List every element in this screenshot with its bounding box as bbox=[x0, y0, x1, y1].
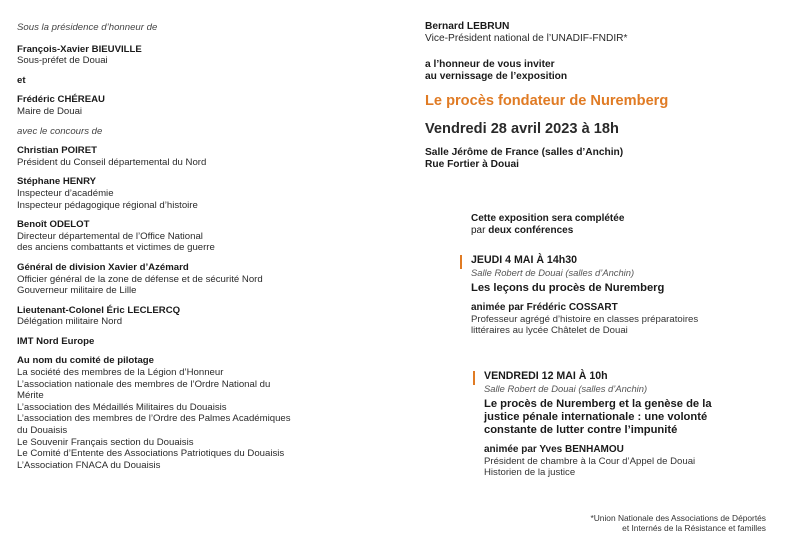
comite-item: L’association des Médaillés Militaires du Douaisis bbox=[17, 401, 227, 413]
contributor-name: Général de division Xavier d’Azémard bbox=[17, 261, 189, 273]
contributor-role: des anciens combattants et victimes de guerre bbox=[17, 242, 215, 254]
contributor-role: Président du Conseil départemental du Nord bbox=[17, 156, 207, 168]
footnote bbox=[590, 513, 766, 534]
speaker-description: Historien de la justice bbox=[484, 467, 576, 479]
conference-title: Le procès de Nuremberg et la genèse de la bbox=[484, 397, 712, 410]
conference-2 bbox=[484, 370, 774, 478]
intro-bold: deux conférences bbox=[488, 224, 574, 236]
patron-role: Maire de Douai bbox=[17, 105, 83, 117]
footnote-line: et Internés de la Résistance et familles bbox=[622, 523, 766, 534]
comite-item: La société des membres de la Légion d’Honneur bbox=[17, 367, 224, 379]
comite-item: Mérite bbox=[17, 390, 44, 402]
conference-title: constante de lutter contre l’impunité bbox=[484, 424, 678, 436]
contributor-role: Inspecteur d’académie bbox=[17, 187, 114, 199]
contributor-role: Inspecteur pédagogique régional d’histoire bbox=[17, 199, 198, 211]
host-role: Vice-Président national de l’UNADIF-FNDIR* bbox=[425, 33, 628, 44]
intro-prefix: par bbox=[471, 224, 489, 236]
contributor-name: Stéphane HENRY bbox=[17, 176, 97, 188]
imt-name: IMT Nord Europe bbox=[17, 335, 95, 347]
comite-item: Le Souvenir Français section du Douaisis bbox=[17, 436, 194, 448]
accent-bar bbox=[473, 371, 475, 385]
conference-day: VENDREDI 12 MAI À 10h bbox=[484, 370, 608, 382]
conference-speaker: animée par Frédéric COSSART bbox=[471, 301, 618, 313]
intro-line bbox=[471, 225, 624, 237]
invite-line: au vernissage de l’exposition bbox=[425, 71, 568, 82]
conference-place: Salle Robert de Douai (salles d’Anchin) bbox=[471, 267, 635, 278]
speaker-description: littéraires au lycée Châtelet de Douai bbox=[471, 324, 628, 336]
contributor-role: Officier général de la zone de défense et de sécurité Nord bbox=[17, 273, 263, 285]
contributor-name: Lieutenant-Colonel Éric LECLERCQ bbox=[17, 304, 181, 316]
venue-line: Salle Jérôme de France (salles d’Anchin) bbox=[425, 147, 624, 158]
et-connector: et bbox=[17, 74, 26, 86]
patron-name: François-Xavier BIEUVILLE bbox=[17, 43, 142, 55]
patron-name: Frédéric CHÉREAU bbox=[17, 94, 105, 106]
invite-line: a l’honneur de vous inviter bbox=[425, 59, 555, 70]
speaker-description: Président de chambre à la Cour d’Appel de Douai bbox=[484, 456, 696, 468]
exhibition-title: Le procès fondateur de Nuremberg bbox=[425, 93, 669, 109]
comite-item: L’association des membres de l’Ordre des Palmes Académiques bbox=[17, 413, 291, 425]
contributor-name: Benoît ODELOT bbox=[17, 219, 90, 231]
invitation-column bbox=[425, 21, 775, 172]
patron-role: Sous-préfet de Douai bbox=[17, 55, 108, 67]
conference-title: Les leçons du procès de Nuremberg bbox=[471, 281, 665, 294]
accent-bar bbox=[460, 255, 462, 269]
footnote-line: *Union Nationale des Associations de Déportés bbox=[590, 513, 766, 523]
conference-speaker: animée par Yves BENHAMOU bbox=[484, 444, 624, 456]
contributor-role: Gouverneur militaire de Lille bbox=[17, 285, 137, 297]
conference-1 bbox=[471, 254, 761, 336]
venue-line: Rue Fortier à Douai bbox=[425, 159, 519, 171]
conference-place: Salle Robert de Douai (salles d’Anchin) bbox=[484, 383, 648, 394]
honorary-intro: Sous la présidence d’honneur de bbox=[17, 22, 158, 33]
conference-title: justice pénale internationale : une volonté bbox=[484, 410, 708, 423]
concours-intro: avec le concours de bbox=[17, 125, 103, 137]
conferences-intro bbox=[471, 213, 624, 237]
comite-item: du Douaisis bbox=[17, 425, 68, 437]
contributor-name: Christian POIRET bbox=[17, 145, 97, 157]
comite-item: L’association nationale des membres de l’Ordre National du bbox=[17, 378, 271, 390]
patrons-column bbox=[17, 22, 387, 471]
host-name: Bernard LEBRUN bbox=[425, 21, 510, 32]
contributor-role: Directeur départemental de l’Office National bbox=[17, 230, 203, 242]
comite-item: L’Association FNACA du Douaisis bbox=[17, 459, 161, 471]
intro-line: Cette exposition sera complétée bbox=[471, 213, 625, 224]
contributor-role: Délégation militaire Nord bbox=[17, 316, 123, 328]
event-date: Vendredi 28 avril 2023 à 18h bbox=[425, 121, 619, 137]
speaker-description: Professeur agrégé d’histoire en classes préparatoires bbox=[471, 313, 699, 325]
comite-item: Le Comité d’Entente des Associations Patriotiques du Douaisis bbox=[17, 448, 285, 460]
conference-day: JEUDI 4 MAI À 14h30 bbox=[471, 254, 577, 266]
comite-heading: Au nom du comité de pilotage bbox=[17, 355, 154, 367]
